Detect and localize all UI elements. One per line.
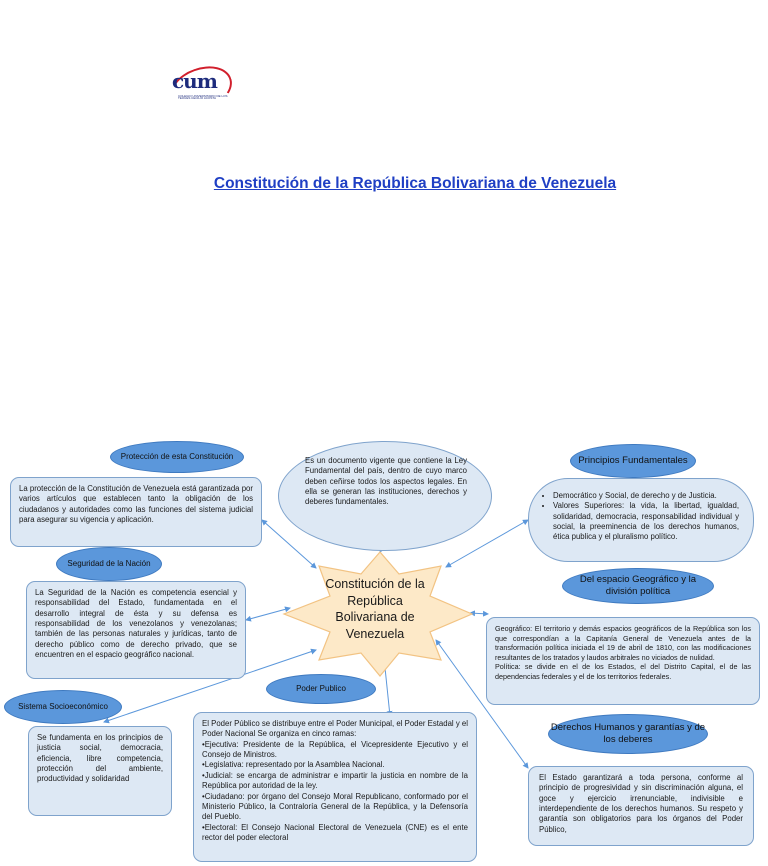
poder-judicial: •Judicial: se encarga de administrar e impartir la justicia en nombre de la República por autoridad de la ley. [202,770,468,791]
principios-item-2: • Valores Superiores: la vida, la libertad, igualdad, solidaridad, democracia, responsabilidad individual y social, la preeminencia de los derechos humanos, ética publica y el pluralismo político. [553,501,739,542]
center-line-1: Constitución de la [325,577,425,591]
sistema-title: Sistema Socioeconómico [4,690,122,724]
center-line-3: Bolivariana de [335,610,415,624]
espacio-box [486,617,760,705]
seguridad-box: La Seguridad de la Nación es competencia esencial y responsabilidad del Estado, fundamentada en el desarrollo integral de ésta y su defensa es responsabilidad de los venezolanos y venezolanas; también de las personas naturales y jurídicas, tanto de derecho público como de derecho privado, que se encuentren en el espacio geográfico nacional. [26,581,246,679]
center-line-4: Venezuela [345,626,405,641]
center-concept [310,576,440,642]
proteccion-box: La protección de la Constitución de Venezuela está garantizada por varios artículos que establecen tanto la obligación de los ciudadanos y autoridades como las funciones del sistema judicial para asegurar su vigencia y aplicación. [10,477,262,547]
seguridad-title: Seguridad de la Nación [56,547,162,581]
poder-ciudadano: •Ciudadano: por órgano del Consejo Moral Republicano, conformado por el Ministerio Público, la Contraloría General de la República, y la Defensoría del Pueblo. [202,791,468,822]
definition-oval: Es un documento vigente que contiene la Ley Fundamental del país, dentro de cuyo marco deben ceñirse todos los aspectos legales. En ella se generan las instituciones, derechos y deberes fundamentales. [278,441,492,551]
derechos-box: El Estado garantizará a toda persona, conforme al principio de progresividad y sin discriminación alguna, el goce y ejercicio irrenunciable, indivisible e interdependiente de los derechos humanos. Su respeto y garantía son obligatorios para los órganos del Poder Público, [528,766,754,846]
poder-title: Poder Publico [266,674,376,704]
sistema-box: Se fundamenta en los principios de justicia social, democracia, eficiencia, libre competencia, protección del ambiente, productividad y solidaridad [28,726,172,816]
logo-subtext: COLEGIO UNIVERSITARIO DE LOS TEQUES CECILIO ACOSTA [178,95,228,99]
espacio-geografico: Geográfico: El territorio y demás espacios geográficos de la República son los que correspondían a la Capitanía General de Venezuela antes de la transformación política iniciada el 19 de abril de 1810, con las modificaciones resultantes de los tratados y laudos arbitrales no viciados de nulidad. [495,624,751,662]
page-title: Constitución de la República Bolivariana de Venezuela [213,175,617,192]
principios-title: Principios Fundamentales [570,444,696,478]
poder-intro: El Poder Público se distribuye entre el Poder Municipal, el Poder Estadal y el Poder Nacional Se organiza en cinco ramas: [202,719,468,739]
espacio-title: Del espacio Geográfico y la división política [562,568,714,604]
poder-electoral: •Electoral: El Consejo Nacional Electoral de Venezuela (CNE) es el ente rector del poder electoral [202,822,468,842]
espacio-politica: Política: se divide en el de los Estados, el del Distrito Capital, el de las dependencias federales y el de los territorios federales. [495,662,751,681]
poder-box [193,712,477,862]
principios-item-1: • Democrático y Social, de derecho y de Justicia. [553,491,739,501]
proteccion-title: Protección de esta Constitución [110,441,244,473]
logo: cum [172,69,217,93]
center-line-2: República [347,593,403,608]
principios-box [528,478,754,562]
poder-ejecutiva: •Ejecutiva: Presidente de la República, el Vicepresidente Ejecutivo y el Consejo de Ministros. [202,739,468,760]
poder-legislativa: •Legislativa: representado por la Asamblea Nacional. [202,760,385,770]
derechos-title: Derechos Humanos y garantías y de los deberes [548,714,708,754]
